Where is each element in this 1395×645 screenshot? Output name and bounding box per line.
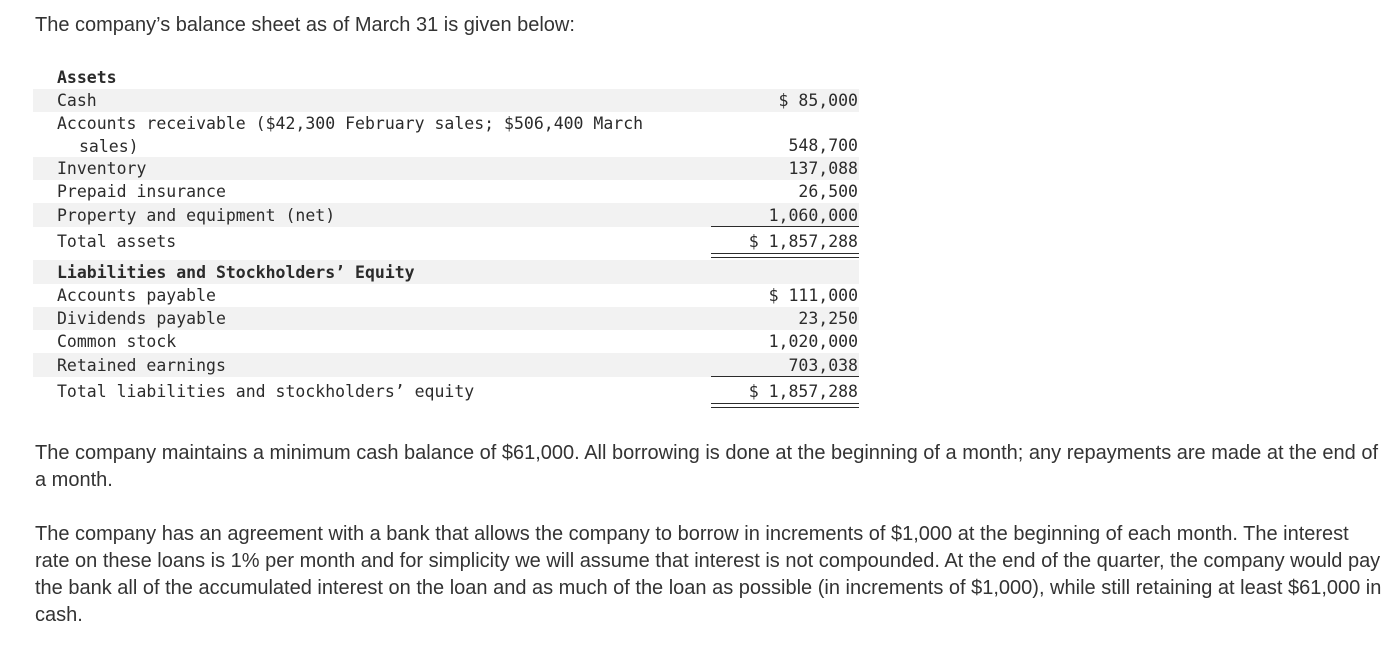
bank-agreement-paragraph: The company has an agreement with a bank that allows the company to borrow in increments of $1,000 at the beginning of each month. The interest rate on these loans is 1% per month and for simplicity we will assume that interest is not compounded. At the end of the quarter, the company would pay the bank all of the accumulated interest on the loan and as much of the loan as possible (in increments of $1,000), while still retaining at least $61,000 in cash.: [35, 523, 1382, 626]
intro-text: The company’s balance sheet as of March 31 is given below:: [35, 14, 575, 36]
dividends-payable-amount: 23,250: [798, 309, 858, 328]
prepaid-amount: 26,500: [798, 182, 858, 201]
receivable-row: [33, 112, 859, 157]
cash-amount: $ 85,000: [778, 91, 858, 110]
prepaid-row: [33, 180, 859, 203]
liabilities-heading: Liabilities and Stockholders’ Equity: [57, 262, 415, 282]
prepaid-label: Prepaid insurance: [57, 182, 226, 201]
accounts-payable-amount: $ 111,000: [768, 286, 858, 305]
retained-earnings-amount: 703,038: [788, 355, 858, 375]
receivable-label: [33, 112, 712, 158]
total-liabilities-double-underline: [711, 403, 859, 408]
property-row: [33, 203, 859, 227]
total-assets-double-underline: [711, 253, 859, 258]
inventory-amount: 137,088: [788, 159, 858, 178]
property-label: Property and equipment (net): [57, 205, 336, 225]
dividends-payable-label: Dividends payable: [57, 309, 226, 328]
assets-heading: Assets: [57, 68, 117, 87]
common-stock-row: [33, 330, 859, 353]
assets-heading-row: [33, 66, 859, 89]
dividends-payable-row: [33, 307, 859, 330]
property-amount: 1,060,000: [768, 205, 858, 225]
total-assets-amount: $ 1,857,288: [748, 232, 858, 251]
inventory-row: [33, 157, 859, 180]
retained-earnings-row: [33, 353, 859, 377]
retained-earnings-label: Retained earnings: [57, 355, 226, 375]
inventory-label: Inventory: [57, 159, 147, 178]
total-liabilities-label: Total liabilities and stockholders’ equity: [57, 382, 475, 401]
total-liabilities-row: [33, 377, 859, 406]
total-liabilities-amount: $ 1,857,288: [748, 382, 858, 401]
total-assets-label: Total assets: [57, 232, 177, 251]
accounts-payable-label: Accounts payable: [57, 286, 216, 305]
receivable-label-line1: Accounts receivable ($42,300 February sales; $506,400 March: [57, 114, 644, 133]
accounts-payable-row: [33, 284, 859, 307]
cash-label: Cash: [57, 91, 97, 110]
liabilities-heading-row: [33, 260, 859, 284]
cash-row: [33, 89, 859, 112]
minimum-cash-paragraph: The company maintains a minimum cash balance of $61,000. All borrowing is done at the beginning of a month; any repayments are made at the end of a month.: [35, 442, 1379, 491]
receivable-amount: 548,700: [788, 136, 858, 155]
common-stock-amount: 1,020,000: [768, 332, 858, 351]
receivable-label-line2: sales): [79, 137, 139, 156]
total-assets-row: [33, 227, 859, 256]
common-stock-label: Common stock: [57, 332, 177, 351]
balance-sheet-table: [33, 66, 859, 406]
